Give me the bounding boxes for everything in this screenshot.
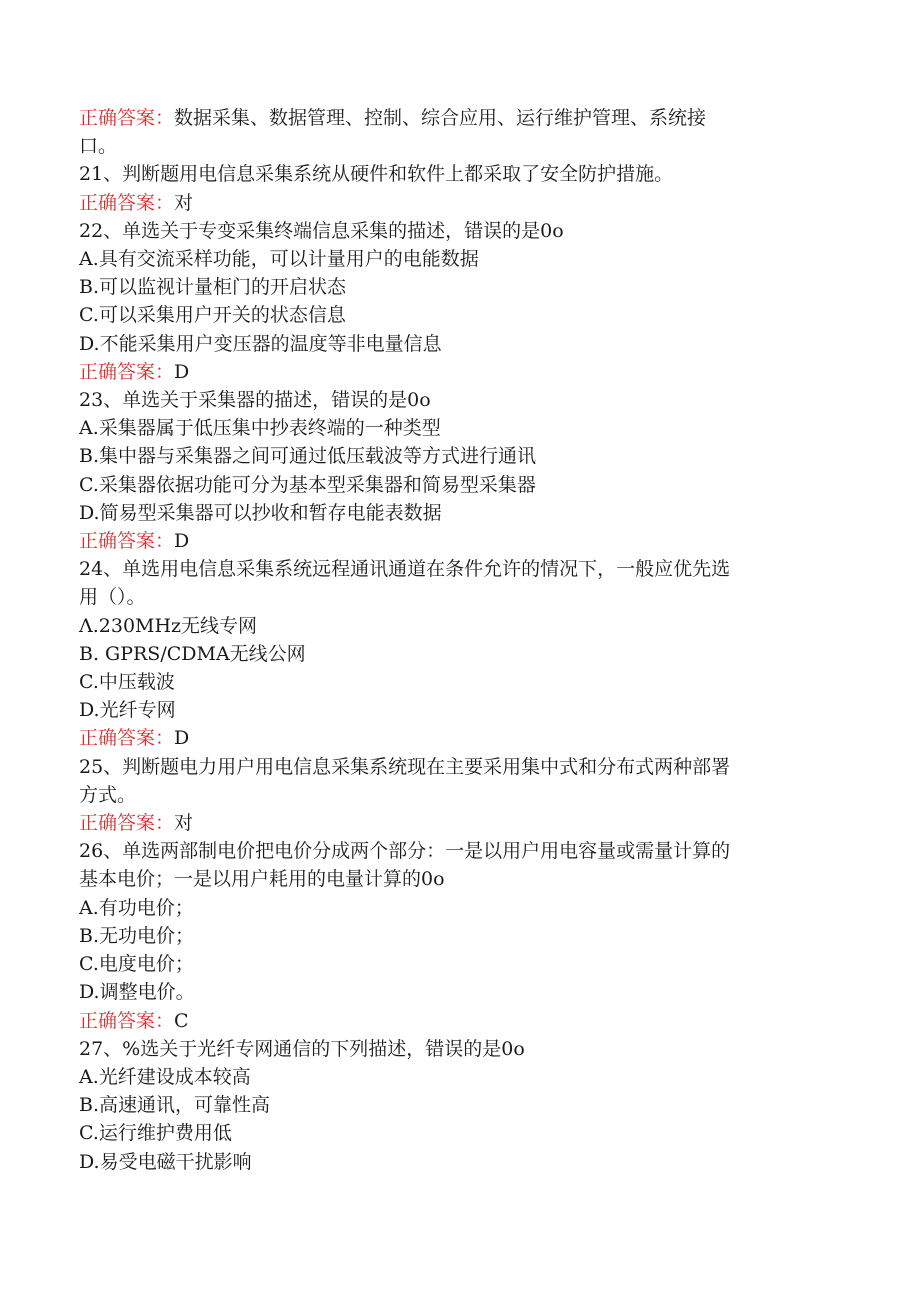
answer-label: 正确答案： xyxy=(79,812,175,835)
answer-label: 正确答案： xyxy=(79,1009,175,1032)
option-q26-d: D.调整电价。 xyxy=(79,981,195,1004)
answer-label: 正确答案： xyxy=(79,530,175,553)
answer-value: C xyxy=(174,1009,189,1032)
question-stem-continuation-q25: 方式。 xyxy=(79,783,137,806)
option-q22-b: B.可以监视计量柜门的开启状态 xyxy=(79,276,347,299)
answer-line-q23 xyxy=(79,527,819,555)
answer-continuation-q20: 口。 xyxy=(79,135,118,158)
option-q24-a: Λ.230MHz无线专网 xyxy=(79,614,258,637)
option-q22-a: A.具有交流采样功能，可以计量用户的电能数据 xyxy=(79,248,479,271)
answer-line-q22 xyxy=(79,358,819,386)
option-q27-b: B.高速通讯，可靠性高 xyxy=(79,1094,271,1117)
answer-value: 对 xyxy=(174,812,194,835)
question-stem-q24: 24、单选用电信息采集系统远程通讯通道在条件允许的情况下，一般应优先选 xyxy=(79,558,731,581)
option-q22-d: D.不能采集用户变压器的温度等非电量信息 xyxy=(79,332,442,355)
answer-line-q21 xyxy=(79,189,819,217)
question-list xyxy=(79,104,819,1176)
answer-value: D xyxy=(174,727,190,750)
answer-line-q25 xyxy=(79,809,819,837)
answer-label: 正确答案： xyxy=(79,360,175,383)
answer-label: 正确答案： xyxy=(79,107,175,129)
question-stem-q25: 25、判断题电力用户用电信息采集系统现在主要采用集中式和分布式两种部署 xyxy=(79,755,731,778)
question-stem-q27: 27、%选关于光纤专网通信的下列描述，错误的是0o xyxy=(79,1037,525,1060)
option-q27-a: A.光纤建设成本较高 xyxy=(79,1065,251,1088)
option-q23-a: A.采集器属于低压集中抄表终端的一种类型 xyxy=(79,417,441,440)
answer-value: 数据采集、数据管理、控制、综合应用、运行维护管理、系统接 xyxy=(174,107,707,129)
question-stem-q26: 26、单选两部制电价把电价分成两个部分：一是以用户用电容量或需量计算的 xyxy=(79,840,731,863)
question-stem-continuation-q26: 基本电价；一是以用户耗用的电量计算的0o xyxy=(79,868,445,891)
answer-value: D xyxy=(174,530,190,553)
option-q26-b: B.无功电价； xyxy=(79,924,195,947)
answer-line-q26 xyxy=(79,1007,819,1035)
option-q24-c: C.中压载波 xyxy=(79,671,175,694)
option-q26-a: A.有功电价； xyxy=(79,896,194,919)
question-stem-q23: 23、单选关于采集器的描述，错误的是0o xyxy=(79,389,431,412)
option-q23-d: D.简易型采集器可以抄收和暂存电能表数据 xyxy=(79,501,442,524)
question-stem-q21: 21、判断题用电信息采集系统从硬件和软件上都采取了安全防护措施。 xyxy=(79,163,674,186)
option-q22-c: C.可以采集用户开关的状态信息 xyxy=(79,304,346,327)
answer-line-q24 xyxy=(79,724,819,752)
question-stem-q22: 22、单选关于专变采集终端信息采集的描述，错误的是0o xyxy=(79,219,564,242)
answer-line-q20 xyxy=(79,104,819,132)
option-q27-d: D.易受电磁干扰影响 xyxy=(79,1150,252,1173)
option-q26-c: C.电度电价； xyxy=(79,953,194,976)
answer-label: 正确答案： xyxy=(79,191,175,214)
question-stem-continuation-q24: 用（）。 xyxy=(79,586,146,609)
option-q23-b: B.集中器与采集器之间可通过低压载波等方式进行通讯 xyxy=(79,445,537,468)
answer-label: 正确答案： xyxy=(79,727,175,750)
option-q23-c: C.采集器依据功能可分为基本型采集器和简易型采集器 xyxy=(79,473,536,496)
answer-value: 对 xyxy=(174,191,194,214)
answer-value: D xyxy=(174,360,190,383)
option-q24-b: B. GPRS/CDMA无线公网 xyxy=(79,642,306,665)
option-q27-c: C.运行维护费用低 xyxy=(79,1122,232,1145)
option-q24-d: D.光纤专网 xyxy=(79,699,176,722)
